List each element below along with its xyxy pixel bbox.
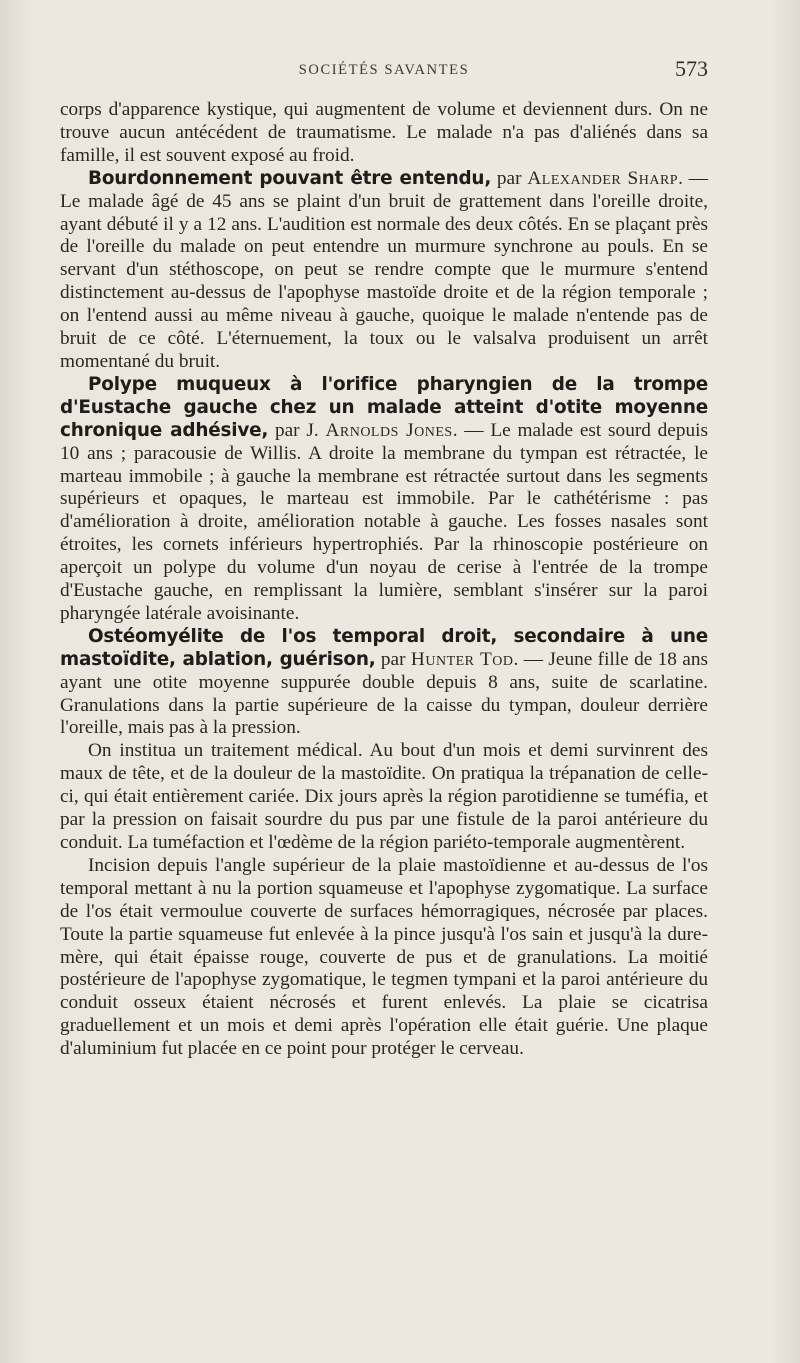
- body-text: [60, 99, 708, 1061]
- paragraph-text: On institua un traitement médical. Au bout d'un mois et demi survinrent des maux de tête, et de la douleur de la mastoïdite. On pratiqua la trépanation de celle-ci, qui était entièrement cariée. Dix jours après la région parotidienne se tuméfia, et par la pression on faisait sourdre du pus par une fistule de la paroi antérieure du conduit. La tuméfaction et l'œdème de la région pariéto-temporale augmentèrent.: [60, 740, 708, 853]
- running-head: [60, 56, 708, 86]
- paragraph-sharp: [60, 168, 708, 374]
- author-prefix: par: [491, 167, 528, 189]
- author-name: Arnolds Jones: [325, 419, 453, 441]
- paragraph-treatment: [60, 740, 708, 855]
- paragraph-text: . — Le malade est sourd depuis 10 ans ; paracousie de Willis. A droite la membrane du tympan est rétractée, le marteau immobile ; à gauche la membrane est rétractée surtout dans les segments supérieurs et opaques, le marteau est immobile. Par le cathétérisme : pas d'amélioration à droite, amélioration notable à gauche. Les fosses nasales sont étroites, les cornets inférieurs hypertrophiés. Par la rhinoscopie postérieure on aperçoit un polype du volume d'un noyau de cerise à l'entrée de la trompe d'Eustache gauche, en remplissant la lumière, semblant s'insérer sur la paroi pharyngée latérale avoisinante.: [60, 419, 709, 624]
- paragraph-jones: [60, 374, 708, 626]
- running-title: SOCIÉTÉS SAVANTES: [298, 62, 470, 78]
- section-heading: Polype muqueux à l'orifice pharyngien de la trompe d'Eustache gauche chez un malade atteint d'otite moyenne chronique adhésive,: [60, 373, 708, 441]
- paragraph-tod: [60, 626, 708, 741]
- paragraph-continuation: [60, 99, 708, 168]
- author-prefix: par: [375, 648, 411, 670]
- paragraph-text: . — Jeune fille de 18 ans ayant une otite moyenne suppurée double depuis 8 ans, suite de scarlatine. Granulations dans la partie supérieure de la caisse du tympan, douleur derrière l'oreille, mais pas à la pression.: [60, 648, 709, 739]
- author-name: Hunter Tod: [410, 648, 514, 670]
- paragraph-text: . — Le malade âgé de 45 ans se plaint d'un bruit de grattement dans l'oreille droite, ayant débuté il y a 12 ans. L'audition est normale des deux côtés. En se plaçant près de l'oreille du malade on peut entendre un murmure synchrone au pouls. En se servant d'un stéthoscope, on peut se rendre compte que le murmure s'entend distinctement au-dessus de l'apophyse mastoïde droite et de la région temporale ; on l'entend aussi au même niveau à gauche, quoique le malade n'entende pas de bruit de ce côté. L'éternuement, la toux ou le valsalva produisent un arrêt momentané du bruit.: [60, 167, 708, 372]
- paragraph-text: corps d'apparence kystique, qui augmentent de volume et deviennent durs. On ne trouve aucun antécédent de traumatisme. Le malade n'a pas d'aliénés dans sa famille, il est souvent exposé au froid.: [60, 99, 708, 166]
- section-heading: Bourdonnement pouvant être entendu,: [88, 167, 492, 189]
- page-number: 573: [675, 56, 708, 81]
- section-heading: Ostéomyélite de l'os temporal droit, secondaire à une mastoïdite, ablation, guérison,: [60, 625, 708, 670]
- paragraph-incision: [60, 855, 708, 1061]
- author-prefix: par J.: [268, 419, 326, 441]
- author-name: Alexander Sharp: [527, 167, 679, 189]
- paragraph-text: Incision depuis l'angle supérieur de la plaie mastoïdienne et au-dessus de l'os temporal mettant à nu la portion squameuse et l'apophyse zygomatique. La surface de l'os était vermoulue couverte de surfaces hémorragiques, nécrosée par places. Toute la partie squameuse fut enlevée à la pince jusqu'à l'os sain et jusqu'à la dure-mère, qui était épaisse rouge, couverte de pus et de granulations. La moitié postérieure de l'apophyse zygomatique, le tegmen tympani et la paroi antérieure du conduit osseux étaient nécrosés et furent enlevés. La plaie se cicatrisa graduellement et un mois et demi après l'opération elle était guérie. Une plaque d'aluminium fut placée en ce point pour protéger le cerveau.: [60, 854, 708, 1060]
